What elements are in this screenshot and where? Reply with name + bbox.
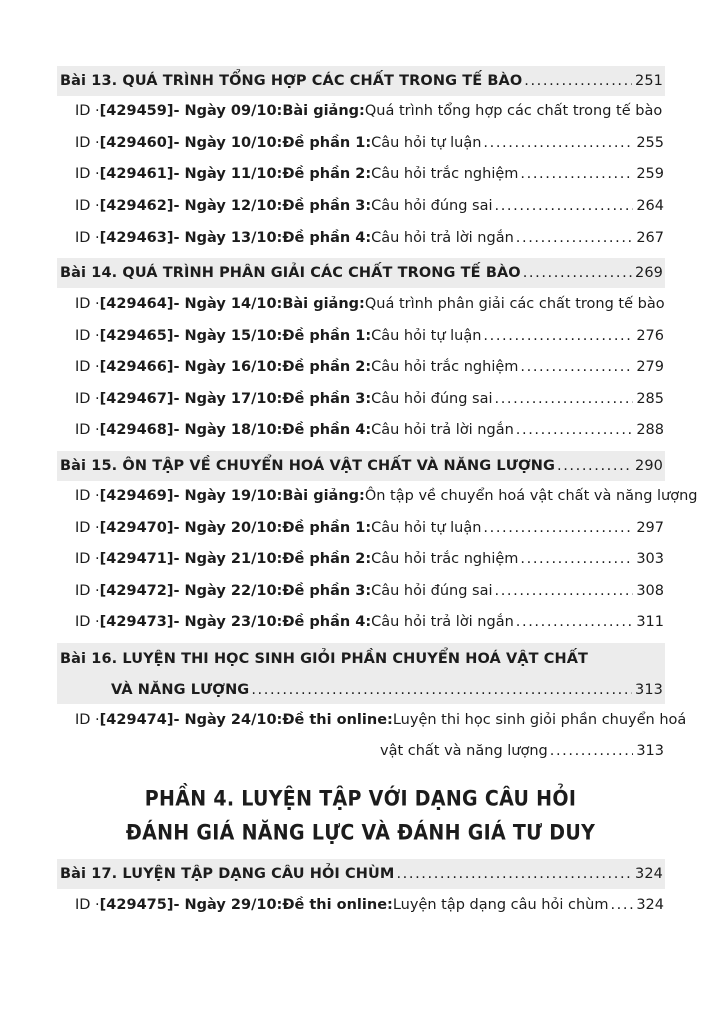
page-number: 303 [636,551,664,567]
lesson-kind: Đề phần 1: [282,135,372,151]
id-label: ID · [75,103,100,119]
lesson-item[interactable] [75,357,664,377]
lesson-code: [429464] [99,296,174,312]
page-number: 259 [636,166,664,182]
chapter-14-header [57,258,665,288]
part-4-title-line2: ĐÁNH GIÁ NĂNG LỰC VÀ ĐÁNH GIÁ TƯ DUY [125,820,596,846]
lesson-item-continuation[interactable] [380,741,664,761]
chapter-13-header [57,66,665,96]
lesson-text: Câu hỏi trả lời ngắn [371,230,514,246]
id-label: ID · [75,583,100,599]
page-number: 324 [635,866,663,882]
page-number: 297 [636,520,664,536]
lesson-code: [429471] [99,551,174,567]
lesson-date: - Ngày 29/10: [173,897,283,913]
lesson-date: - Ngày 13/10: [173,230,283,246]
lesson-date: - Ngày 11/10: [173,166,283,182]
lesson-date: - Ngày 10/10: [173,135,283,151]
lesson-code: [429467] [99,391,174,407]
lesson-code: [429460] [99,135,174,151]
page-number: 279 [636,359,664,375]
page-number: 313 [635,682,663,698]
dot-leader [523,263,632,283]
lesson-text-line1: Luyện thi học sinh giỏi phần chuyển hoá [392,712,687,728]
lesson-code: [429461] [99,166,174,182]
lesson-text: Quá trình tổng hợp các chất trong tế bào [364,103,663,119]
id-label: ID · [75,614,100,630]
lesson-text: Câu hỏi đúng sai [371,198,493,214]
chapter-16-header [57,643,665,704]
id-label: ID · [75,296,100,312]
lesson-kind: Đề phần 2: [282,359,372,375]
lesson-item[interactable] [75,164,664,184]
page-number: 267 [636,230,664,246]
page-number: 255 [636,135,664,151]
lesson-code: [429474] [99,712,174,728]
page-number: 313 [636,743,664,759]
id-label: ID · [75,328,100,344]
id-label: ID · [75,198,100,214]
lesson-text: Câu hỏi tự luận [371,328,482,344]
page-number: 264 [636,198,664,214]
lesson-date: - Ngày 09/10: [173,103,283,119]
lesson-date: - Ngày 23/10: [173,614,283,630]
page-number: 324 [636,897,664,913]
dot-leader [483,326,633,346]
lesson-text: Câu hỏi trắc nghiệm [371,166,519,182]
id-label: ID · [75,712,100,728]
lesson-code: [429470] [99,520,174,536]
lesson-item[interactable] [75,196,664,216]
lesson-item[interactable] [75,710,687,730]
lesson-item[interactable] [75,581,664,601]
lesson-text: Câu hỏi trả lời ngắn [371,422,514,438]
id-label: ID · [75,135,100,151]
lesson-kind: Đề phần 4: [282,422,372,438]
page-number: 290 [635,458,663,474]
lesson-kind: Đề phần 3: [282,391,372,407]
dot-leader [495,581,634,601]
dot-leader [516,420,634,440]
lesson-code: [429465] [99,328,174,344]
lesson-date: - Ngày 20/10: [173,520,283,536]
chapter-15-header [57,451,665,481]
lesson-item[interactable] [75,228,664,248]
lesson-item[interactable] [75,895,664,915]
page-number: 276 [636,328,664,344]
lesson-kind: Đề phần 1: [282,328,372,344]
lesson-item[interactable] [75,294,664,314]
dot-leader [516,228,634,248]
lesson-kind: Đề thi online: [282,897,393,913]
lesson-date: - Ngày 16/10: [173,359,283,375]
dot-leader [557,456,632,476]
dot-leader [520,357,633,377]
lesson-code: [429475] [99,897,174,913]
lesson-kind: Đề phần 2: [282,166,372,182]
chapter-title: Bài 17. LUYỆN TẬP DẠNG CÂU HỎI CHÙM [60,866,395,882]
lesson-item[interactable] [75,518,664,538]
lesson-text: Quá trình phân giải các chất trong tế bào [364,296,665,312]
lesson-code: [429459] [99,103,174,119]
lesson-code: [429473] [99,614,174,630]
dot-leader [495,389,634,409]
lesson-date: - Ngày 19/10: [173,488,283,504]
lesson-text-line2: vật chất và năng lượng [380,743,548,759]
lesson-text: Câu hỏi tự luận [371,135,482,151]
lesson-item[interactable] [75,101,664,121]
id-label: ID · [75,551,100,567]
dot-leader [524,71,632,91]
id-label: ID · [75,391,100,407]
chapter-title: Bài 13. QUÁ TRÌNH TỔNG HỢP CÁC CHẤT TRONG TẾ BÀO [60,73,523,89]
page-number: 311 [636,614,664,630]
chapter-title-line1: Bài 16. LUYỆN THI HỌC SINH GIỎI PHẦN CHUYỂN HOÁ VẬT CHẤT [60,651,589,667]
chapter-title: Bài 15. ÔN TẬP VỀ CHUYỂN HOÁ VẬT CHẤT VÀ NĂNG LƯỢNG [60,458,555,474]
id-label: ID · [75,166,100,182]
lesson-text: Luyện tập dạng câu hỏi chùm [392,897,609,913]
lesson-kind: Bài giảng: [282,103,365,119]
id-label: ID · [75,422,100,438]
page-number: 269 [635,265,663,281]
lesson-text: Câu hỏi trả lời ngắn [371,614,514,630]
lesson-kind: Đề phần 1: [282,520,372,536]
chapter-title: Bài 14. QUÁ TRÌNH PHÂN GIẢI CÁC CHẤT TRONG TẾ BÀO [60,265,521,281]
dot-leader [483,133,633,153]
dot-leader [550,741,634,761]
chapter-17-header [57,859,665,889]
lesson-date: - Ngày 18/10: [173,422,283,438]
lesson-kind: Đề thi online: [282,712,393,728]
id-label: ID · [75,230,100,246]
page-number: 251 [635,73,663,89]
id-label: ID · [75,359,100,375]
lesson-date: - Ngày 22/10: [173,583,283,599]
dot-leader [251,680,632,700]
dot-leader [520,549,633,569]
id-label: ID · [75,520,100,536]
lesson-item[interactable] [75,486,698,506]
dot-leader [516,612,634,632]
page-number: 308 [636,583,664,599]
lesson-kind: Đề phần 3: [282,583,372,599]
lesson-code: [429468] [99,422,174,438]
id-label: ID · [75,488,100,504]
lesson-item[interactable] [75,326,664,346]
lesson-kind: Đề phần 2: [282,551,372,567]
dot-leader [520,164,633,184]
lesson-code: [429463] [99,230,174,246]
dot-leader [483,518,633,538]
lesson-item[interactable] [75,389,664,409]
lesson-date: - Ngày 15/10: [173,328,283,344]
lesson-kind: Đề phần 3: [282,198,372,214]
dot-leader [495,196,634,216]
lesson-date: - Ngày 17/10: [173,391,283,407]
lesson-code: [429466] [99,359,174,375]
page-number: 288 [636,422,664,438]
chapter-title-line2: VÀ NĂNG LƯỢNG [111,682,250,698]
part-4-title-line1: PHẦN 4. LUYỆN TẬP VỚI DẠNG CÂU HỎI [144,786,577,812]
lesson-kind: Bài giảng: [282,296,365,312]
lesson-text: Câu hỏi đúng sai [371,583,493,599]
page-number: 285 [636,391,664,407]
lesson-item[interactable] [75,420,664,440]
lesson-item[interactable] [75,612,664,632]
lesson-text: Câu hỏi trắc nghiệm [371,551,519,567]
lesson-date: - Ngày 12/10: [173,198,283,214]
lesson-kind: Đề phần 4: [282,614,372,630]
lesson-item[interactable] [75,133,664,153]
lesson-kind: Đề phần 4: [282,230,372,246]
lesson-kind: Bài giảng: [282,488,365,504]
dot-leader [396,864,632,884]
lesson-text: Câu hỏi tự luận [371,520,482,536]
lesson-text: Câu hỏi trắc nghiệm [371,359,519,375]
lesson-code: [429462] [99,198,174,214]
lesson-date: - Ngày 24/10: [173,712,283,728]
lesson-date: - Ngày 14/10: [173,296,283,312]
id-label: ID · [75,897,100,913]
lesson-code: [429472] [99,583,174,599]
lesson-item[interactable] [75,549,664,569]
lesson-text: Câu hỏi đúng sai [371,391,493,407]
lesson-text: Ôn tập về chuyển hoá vật chất và năng lượng [364,488,698,504]
lesson-date: - Ngày 21/10: [173,551,283,567]
lesson-code: [429469] [99,488,174,504]
dot-leader [610,895,633,915]
